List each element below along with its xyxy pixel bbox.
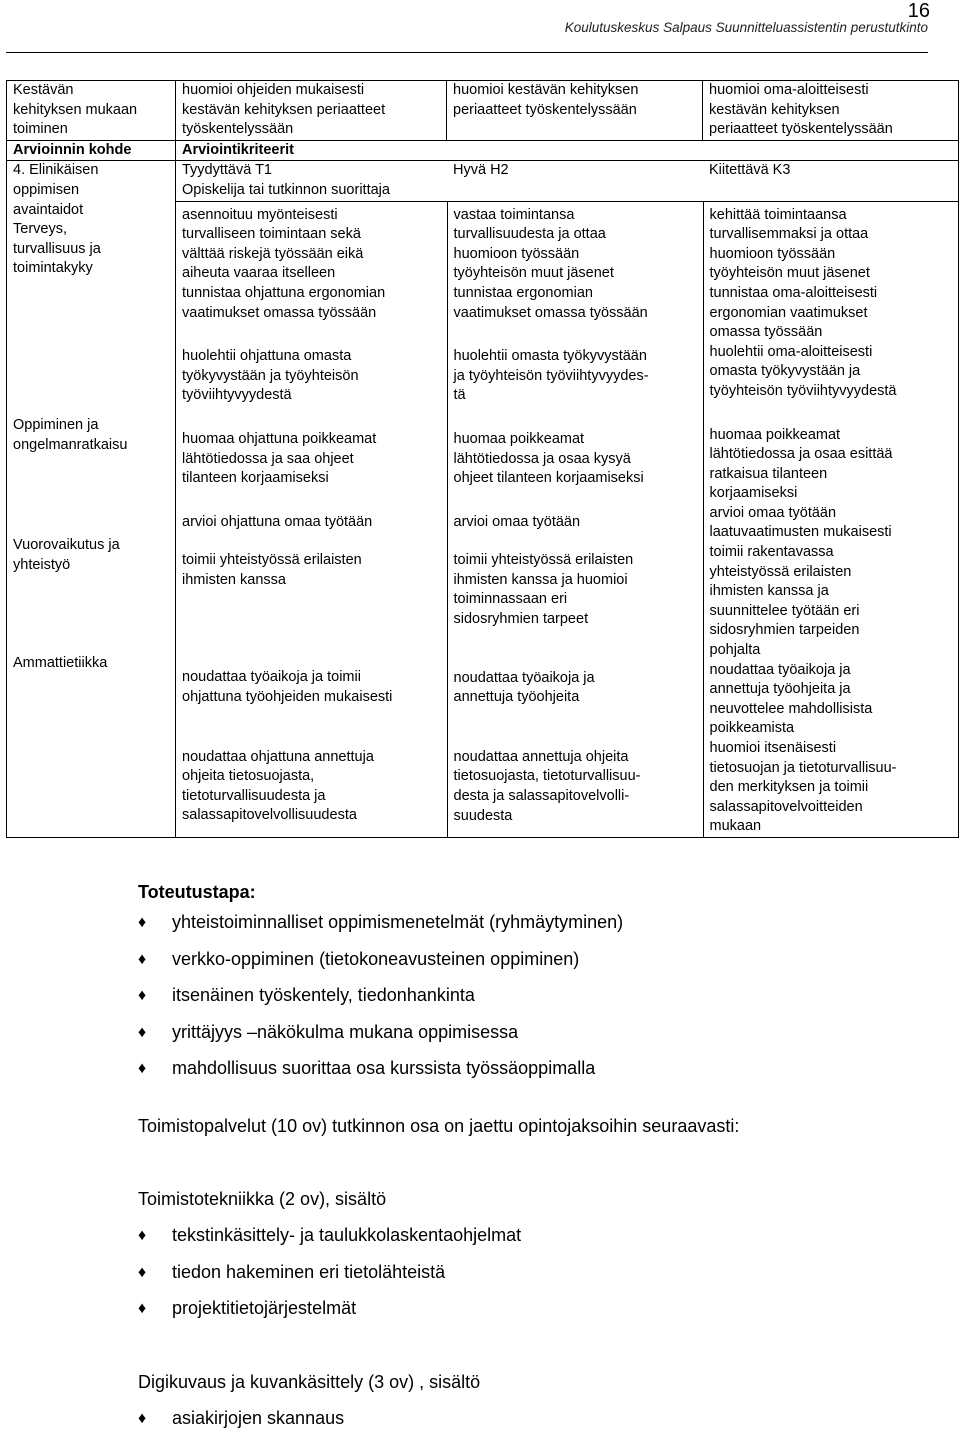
- t1-item: [182, 430, 441, 489]
- area-line: Ammattietiikka: [13, 655, 108, 672]
- criteria-line: työyhteisön muut jäsenet: [709, 265, 870, 282]
- t1-item: [182, 284, 441, 323]
- cell-line: Kestävän: [13, 82, 74, 98]
- area-line: Vuorovaikutus ja: [13, 537, 120, 554]
- area-professional-ethics: [13, 654, 169, 674]
- h2-item: [454, 430, 697, 489]
- area-health-safety: [13, 220, 169, 279]
- criteria-line: asennoituu myönteisesti: [182, 206, 338, 223]
- k3-item: [710, 504, 954, 543]
- h2-item: [454, 284, 697, 323]
- k3-criteria-column: [703, 201, 959, 837]
- list-item-text: projektitietojärjestelmät: [172, 1298, 357, 1318]
- subtitle-row: [176, 181, 959, 201]
- diamond-bullet-icon: ♦: [138, 914, 147, 931]
- criteria-body-cell: [176, 161, 959, 838]
- cell-line: toiminen: [13, 121, 68, 138]
- criteria-line: toimii yhteistyössä erilaisten: [182, 552, 362, 569]
- list-item-text: yrittäjyys –näkökulma mukana oppimisessa: [172, 1021, 519, 1042]
- area-line: yhteistyö: [13, 556, 71, 573]
- criteria-line: tunnistaa ergonomian: [453, 284, 593, 301]
- intro-k3-cell: [703, 81, 959, 141]
- criteria-line: arvioi omaa työtään: [709, 504, 837, 521]
- k3-item: [710, 426, 954, 504]
- criteria-line: huomioon työssään: [709, 245, 836, 262]
- toimistotekniikka-list: [138, 1223, 938, 1333]
- criteria-line: kehittää toimintaansa: [709, 206, 847, 223]
- t1-item: [182, 551, 441, 590]
- area-line: toimintakyky: [13, 260, 93, 277]
- criteria-line: tunnistaa oma-aloitteisesti: [709, 284, 878, 301]
- criteria-line: noudattaa työaikoja ja: [453, 669, 595, 686]
- toimistotekniikka-section: [138, 1187, 938, 1333]
- criteria-line: tietoturvallisuudesta ja: [182, 787, 326, 804]
- criteria-line: poikkeamista: [709, 720, 795, 737]
- t1-item: [182, 668, 441, 707]
- criteria-line: annettuja työohjeita ja: [709, 681, 851, 698]
- criteria-line: toimii rakentavassa: [709, 544, 834, 561]
- cell-line: periaatteet työskentelyssään: [709, 121, 893, 138]
- list-item-text: verkko-oppiminen (tietokoneavusteinen oppiminen): [172, 948, 580, 969]
- diamond-bullet-icon: ♦: [138, 1263, 147, 1281]
- intro-t1-cell: [176, 81, 447, 141]
- criteria-line: huomaa ohjattuna poikkeamat: [182, 430, 377, 447]
- criteria-line: sidosryhmien tarpeet: [453, 611, 589, 628]
- implementation-list: [138, 910, 938, 1093]
- section-heading-line: avaintaidot: [13, 201, 84, 218]
- cell-line: kehityksen mukaan: [13, 101, 138, 118]
- column-header-criteria: Arviointikriteerit: [176, 140, 959, 161]
- h2-criteria-column: [447, 201, 703, 837]
- criteria-line: noudattaa työaikoja ja toimii: [182, 669, 361, 686]
- criteria-line: toiminnassaan eri: [453, 591, 568, 608]
- criteria-line: ohjeet tilanteen korjaamiseksi: [453, 470, 644, 487]
- criteria-line: tietosuojan ja tietoturvallisuu-: [709, 759, 897, 776]
- intro-topic-cell: [7, 81, 176, 141]
- h2-item: [454, 748, 697, 826]
- summary-paragraph: Toimistopalvelut (10 ov) tutkinnon osa on jaettu opintojaksoihin seuraavasti:: [138, 1116, 740, 1136]
- section-heading-line: 4. Elinikäisen: [13, 162, 99, 179]
- list-item: [138, 910, 938, 947]
- criteria-line: ratkaisua tilanteen: [709, 465, 828, 482]
- intro-h2-cell: [447, 81, 703, 141]
- list-item: [138, 1260, 938, 1297]
- list-item: [138, 983, 938, 1020]
- area-line: ongelmanratkaisu: [13, 436, 128, 453]
- criteria-line: turvallisemmaksi ja ottaa: [709, 226, 869, 243]
- criteria-line: ihmisten kanssa ja huomioi: [453, 571, 628, 588]
- list-item: [138, 947, 938, 984]
- criteria-line: turvallisuudesta ja ottaa: [453, 226, 606, 243]
- criteria-line: ja työyhteisön työviihtyvyydes-: [453, 367, 649, 384]
- criteria-line: turvalliseen toimintaan sekä: [182, 226, 361, 243]
- spacer: [13, 279, 169, 416]
- diamond-bullet-icon: ♦: [138, 1410, 147, 1427]
- k3-item: [710, 343, 954, 402]
- list-item: [138, 1406, 938, 1430]
- criteria-line: arvioi ohjattuna omaa työtään: [182, 513, 373, 530]
- spacer: [13, 455, 169, 536]
- cell-line: periaatteet työskentelyssään: [453, 101, 637, 118]
- digikuvaus-title: Digikuvaus ja kuvankäsittely (3 ov) , sisältö: [138, 1372, 481, 1392]
- criteria-line: aiheuta vaaraa itselleen: [182, 265, 336, 282]
- criteria-line: salassapitovelvoitteiden: [709, 798, 863, 815]
- criteria-line: vaatimukset omassa työssään: [182, 304, 377, 321]
- k3-item: [710, 206, 954, 284]
- criteria-line: neuvottelee mahdollisista: [709, 700, 873, 717]
- criteria-line: sidosryhmien tarpeiden: [709, 622, 860, 639]
- diamond-bullet-icon: ♦: [138, 950, 147, 968]
- cell-line: kestävän kehityksen: [709, 101, 840, 118]
- criteria-line: ohjattuna työohjeiden mukaisesti: [182, 689, 393, 706]
- h2-item: [454, 551, 697, 629]
- list-item-text: tekstinkäsittely- ja taulukkolaskentaohjelmat: [172, 1225, 522, 1245]
- cell-line: työskentelyssään: [182, 121, 294, 138]
- area-line: Oppiminen ja: [13, 416, 99, 433]
- h2-item: [454, 513, 697, 533]
- spacer: [13, 575, 169, 654]
- diamond-bullet-icon: ♦: [138, 1300, 147, 1317]
- main-row: [7, 161, 959, 838]
- criteria-table: [6, 80, 959, 838]
- page-number: 16: [907, 0, 930, 22]
- criteria-line: lähtötiedossa ja osaa esittää: [709, 446, 893, 463]
- criteria-line: vastaa toimintansa: [453, 206, 575, 223]
- section-heading-line: oppimisen: [13, 181, 80, 198]
- column-header-target: Arvioinnin kohde: [7, 140, 176, 161]
- list-item-text: tiedon hakeminen eri tietolähteistä: [172, 1261, 446, 1282]
- cell-line: huomioi oma-aloitteisesti: [709, 82, 869, 98]
- criteria-line: ergonomian vaatimukset: [709, 304, 868, 321]
- t1-item: [182, 206, 441, 284]
- t1-item: [182, 347, 441, 406]
- criteria-line: noudattaa ohjattuna annettuja: [182, 748, 374, 765]
- k3-item: [710, 739, 954, 837]
- k3-item: [710, 661, 954, 739]
- running-header: Koulutuskeskus Salpaus Suunnitteluassistentin perustutkinto: [564, 20, 928, 35]
- criteria-line: huolehtii ohjattuna omasta: [182, 348, 352, 365]
- criteria-line: työviihtyvyydestä: [182, 387, 292, 404]
- criteria-line: tilanteen korjaamiseksi: [182, 470, 329, 487]
- criteria-line: omasta työkyvystään ja: [709, 363, 861, 380]
- criteria-line: ihmisten kanssa ja: [709, 583, 829, 600]
- h2-item: [454, 669, 697, 708]
- digikuvaus-section: [138, 1370, 938, 1430]
- criteria-line: tunnistaa ohjattuna ergonomian: [182, 284, 386, 301]
- cell-line: kestävän kehityksen periaatteet: [182, 101, 386, 118]
- level-h2: Hyvä H2: [453, 162, 509, 179]
- criteria-line: huolehtii oma-aloitteisesti: [709, 343, 873, 360]
- list-item-text: mahdollisuus suorittaa osa kurssista työssäoppimalla: [172, 1058, 596, 1078]
- criteria-line: lähtötiedossa ja osaa kysyä: [453, 450, 631, 467]
- level-t1: Tyydyttävä T1: [182, 162, 272, 179]
- diamond-bullet-icon: ♦: [138, 1060, 147, 1077]
- intro-row: [7, 81, 959, 141]
- criteria-line: suudesta: [453, 807, 513, 824]
- competence-areas-cell: [7, 161, 176, 838]
- cell-line: huomioi kestävän kehityksen: [453, 82, 639, 98]
- implementation-section: [138, 880, 938, 1093]
- criteria-line: huomioi itsenäisesti: [709, 740, 837, 756]
- criteria-subtitle: Opiskelija tai tutkinnon suorittaja: [182, 181, 390, 198]
- criteria-line: noudattaa työaikoja ja: [709, 661, 851, 678]
- criteria-line: arvioi omaa työtään: [453, 513, 581, 530]
- t1-item: [182, 748, 441, 826]
- criteria-line: työkyvystään ja työyhteisön: [182, 367, 359, 384]
- criteria-line: toimii yhteistyössä erilaisten: [453, 552, 634, 569]
- list-item: [138, 1020, 938, 1057]
- criteria-line: ohjeita tietosuojasta,: [182, 768, 315, 785]
- h2-item: [454, 347, 697, 406]
- criteria-line: suunnittelee työtään eri: [709, 602, 860, 619]
- diamond-bullet-icon: ♦: [138, 1227, 147, 1244]
- list-item: [138, 1296, 938, 1333]
- implementation-title: Toteutustapa:: [138, 882, 256, 902]
- area-line: turvallisuus ja: [13, 240, 101, 257]
- header-row: [7, 140, 959, 161]
- h2-item: [454, 206, 697, 284]
- criteria-line: välttää riskejä työssään eikä: [182, 245, 364, 262]
- diamond-bullet-icon: ♦: [138, 1023, 147, 1041]
- k3-item: [710, 543, 954, 661]
- criteria-columns-row: [176, 201, 959, 837]
- criteria-line: tietosuojasta, tietoturvallisuu-: [453, 768, 641, 785]
- level-k3: Kiitettävä K3: [709, 162, 791, 179]
- criteria-line: salassapitovelvollisuudesta: [182, 807, 357, 824]
- criteria-line: den merkityksen ja toimii: [709, 779, 869, 796]
- criteria-line: pohjalta: [709, 642, 761, 659]
- t1-item: [182, 513, 441, 533]
- toimistotekniikka-title: Toimistotekniikka (2 ov), sisältö: [138, 1189, 387, 1209]
- digikuvaus-list: [138, 1406, 938, 1430]
- criteria-line: desta ja salassapitovelvolli-: [453, 788, 630, 805]
- list-item-text: yhteistoiminnalliset oppimismenetelmät (ryhmäytyminen): [172, 912, 624, 932]
- criteria-line: yhteistyössä erilaisten: [709, 563, 852, 580]
- criteria-line: vaatimukset omassa työssään: [453, 304, 648, 321]
- area-line: Terveys,: [13, 221, 67, 238]
- area-learning-problem-solving: [13, 416, 169, 455]
- list-item: [138, 1223, 938, 1260]
- header-rule: [6, 52, 928, 53]
- list-item-text: asiakirjojen skannaus: [172, 1408, 345, 1428]
- list-item: [138, 1056, 938, 1093]
- criteria-line: huomaa poikkeamat: [453, 430, 585, 447]
- diamond-bullet-icon: ♦: [138, 987, 147, 1004]
- criteria-inner-table: [176, 161, 959, 837]
- criteria-line: tä: [453, 387, 466, 404]
- area-interaction-cooperation: [13, 536, 169, 575]
- criteria-line: ihmisten kanssa: [182, 571, 286, 588]
- criteria-line: lähtötiedossa ja saa ohjeet: [182, 450, 354, 467]
- criteria-line: huomaa poikkeamat: [709, 426, 841, 443]
- criteria-line: laatuvaatimusten mukaisesti: [709, 524, 892, 541]
- criteria-line: annettuja työohjeita: [453, 689, 580, 706]
- criteria-line: huolehtii omasta työkyvystään: [453, 348, 647, 365]
- list-item-text: itsenäinen työskentely, tiedonhankinta: [172, 985, 475, 1005]
- criteria-line: työyhteisön työviihtyvyydestä: [709, 382, 897, 399]
- criteria-line: huomioon työssään: [453, 245, 580, 262]
- cell-line: huomioi ohjeiden mukaisesti: [182, 82, 365, 98]
- criteria-line: omassa työssään: [709, 324, 823, 341]
- levels-row: [176, 161, 959, 181]
- criteria-line: noudattaa annettuja ohjeita: [453, 748, 629, 765]
- criteria-line: korjaamiseksi: [709, 485, 798, 502]
- criteria-line: mukaan: [709, 818, 762, 835]
- k3-item: [710, 284, 954, 343]
- t1-criteria-column: [176, 201, 447, 837]
- criteria-line: työyhteisön muut jäsenet: [453, 265, 614, 282]
